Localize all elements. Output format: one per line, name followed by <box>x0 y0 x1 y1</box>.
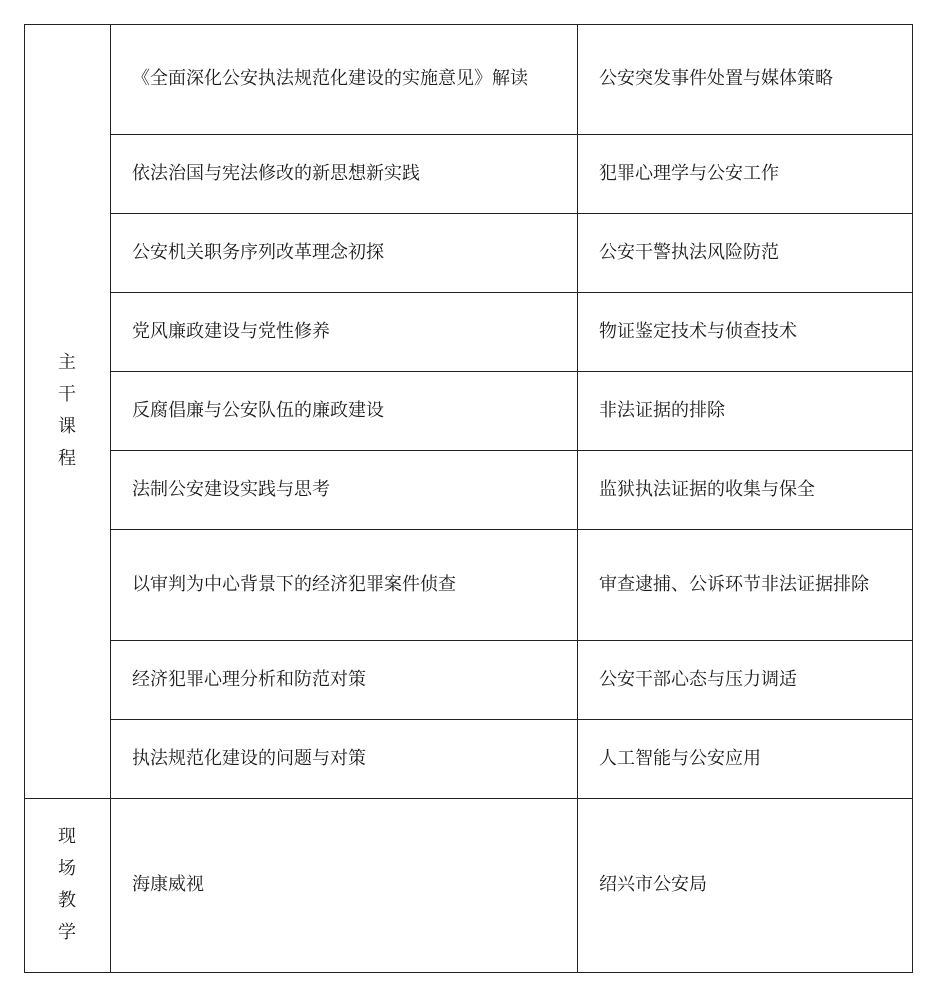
course-name: 公安干部心态与压力调适 <box>599 668 797 690</box>
course-cell-right <box>577 292 912 371</box>
course-name: 公安机关职务序列改革理念初探 <box>132 241 384 263</box>
site-name: 海康威视 <box>132 874 204 895</box>
course-name: 犯罪心理学与公安工作 <box>599 162 779 184</box>
section-label-field-teaching <box>24 798 110 972</box>
course-cell-right <box>577 450 912 529</box>
label-char: 干 <box>58 384 76 405</box>
label-char: 现 <box>58 826 76 847</box>
course-cell-left <box>110 24 577 134</box>
label-char: 教 <box>58 890 76 911</box>
course-name: 公安干警执法风险防范 <box>599 241 779 263</box>
course-name: 审查逮捕、公诉环节非法证据排除 <box>599 573 869 595</box>
course-cell-left <box>110 292 577 371</box>
course-name: 法制公安建设实践与思考 <box>132 478 330 500</box>
course-name: 人工智能与公安应用 <box>599 747 761 769</box>
label-char: 场 <box>58 858 76 879</box>
table-border-right <box>912 24 913 972</box>
label-char: 主 <box>58 352 76 373</box>
course-name: 经济犯罪心理分析和防范对策 <box>132 668 366 690</box>
table-border-bottom <box>24 972 913 973</box>
course-cell-left <box>110 529 577 640</box>
course-name: 依法治国与宪法修改的新思想新实践 <box>132 162 420 184</box>
course-name: 党风廉政建设与党性修养 <box>132 320 330 342</box>
course-cell-left <box>110 134 577 213</box>
course-cell-right <box>577 134 912 213</box>
section-label-main-courses <box>24 24 110 798</box>
course-cell-right <box>577 529 912 640</box>
course-cell-left <box>110 719 577 798</box>
course-cell-left <box>110 213 577 292</box>
course-table <box>24 24 913 972</box>
course-name: 公安突发事件处置与媒体策略 <box>599 68 833 89</box>
label-char: 学 <box>58 922 76 943</box>
course-name: 物证鉴定技术与侦查技术 <box>599 320 797 342</box>
course-name: 《全面深化公安执法规范化建设的实施意见》解读 <box>132 68 528 89</box>
course-cell-right <box>577 24 912 134</box>
course-cell-left <box>110 450 577 529</box>
course-cell-right <box>577 371 912 450</box>
label-char: 程 <box>58 448 76 469</box>
site-cell-left <box>110 798 577 972</box>
course-name: 以审判为中心背景下的经济犯罪案件侦查 <box>132 573 456 595</box>
course-name: 反腐倡廉与公安队伍的廉政建设 <box>132 399 384 421</box>
site-name: 绍兴市公安局 <box>599 874 707 895</box>
course-cell-right <box>577 213 912 292</box>
course-name: 非法证据的排除 <box>599 399 725 421</box>
site-cell-right <box>577 798 912 972</box>
course-cell-left <box>110 371 577 450</box>
course-name: 执法规范化建设的问题与对策 <box>132 747 366 769</box>
course-cell-right <box>577 719 912 798</box>
course-cell-left <box>110 640 577 719</box>
label-char: 课 <box>58 416 76 437</box>
course-cell-right <box>577 640 912 719</box>
course-name: 监狱执法证据的收集与保全 <box>599 478 815 500</box>
